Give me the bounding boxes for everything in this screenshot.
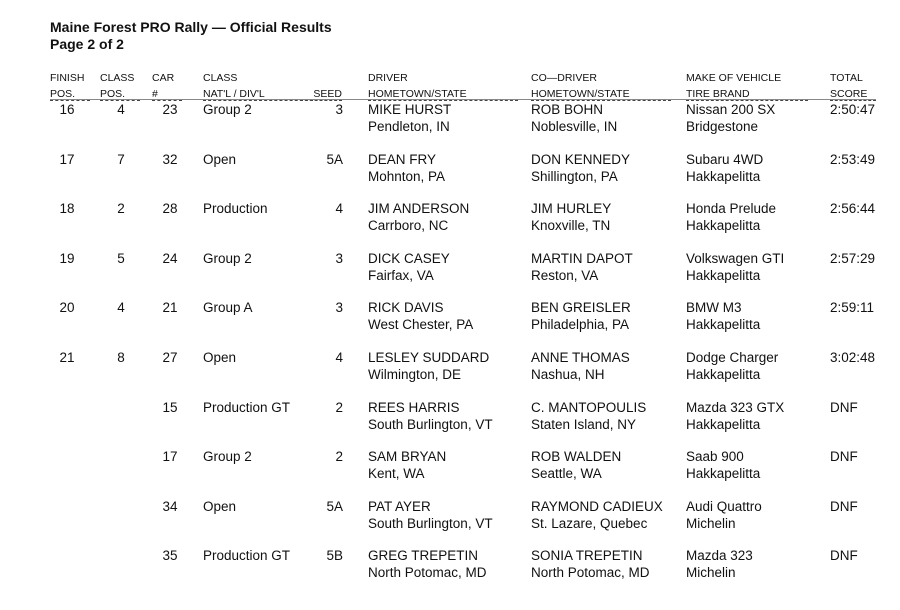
cell-tire: Michelin [686,516,736,531]
cell-score: 2:57:29 [830,251,876,266]
cell-score: 2:53:49 [830,152,876,167]
cell-driver: SAM BRYAN [368,449,447,464]
cell-vehicle: Nissan 200 SX [686,102,776,117]
cell-class: Open [203,350,237,365]
cell-seed: 5A [326,152,343,167]
cell-codriver-home: St. Lazare, Quebec [531,516,648,531]
cell-score: DNF [830,499,858,514]
cell-codriver-home: Philadelphia, PA [531,317,630,332]
cell-codriver: ANNE THOMAS [531,350,630,365]
cell-codriver: C. MANTOPOULIS [531,400,647,415]
cell-tire: Hakkapelitta [686,218,761,233]
header-seed-line2: SEED [300,88,342,101]
cell-driver: DICK CASEY [368,251,450,266]
cell-finish: 19 [59,251,75,266]
cell-seed: 3 [335,102,343,117]
cell-class-pos: 4 [117,102,125,117]
cell-driver-home: North Potomac, MD [368,565,487,580]
header-car-line2: # [152,88,182,101]
cell-seed: 5A [326,499,343,514]
cell-codriver-home: Noblesville, IN [531,119,618,134]
cell-seed: 2 [335,400,343,415]
cell-score: DNF [830,548,858,563]
cell-tire: Hakkapelitta [686,169,761,184]
cell-codriver: RAYMOND CADIEUX [531,499,663,514]
cell-driver: DEAN FRY [368,152,437,167]
cell-driver-home: Kent, WA [368,466,425,481]
header-class-pos-line2: POS. [100,88,140,101]
cell-vehicle: Audi Quattro [686,499,762,514]
cell-seed: 2 [335,449,343,464]
cell-seed: 5B [326,548,343,563]
cell-driver-home: Wilmington, DE [368,367,462,382]
cell-seed: 4 [335,350,343,365]
cell-driver: JIM ANDERSON [368,201,470,216]
cell-class: Open [203,152,237,167]
page-indicator: Page 2 of 2 [50,36,124,52]
cell-car: 24 [162,251,178,266]
cell-class-pos: 5 [117,251,125,266]
cell-car: 17 [162,449,178,464]
cell-codriver: ROB WALDEN [531,449,622,464]
cell-vehicle: Dodge Charger [686,350,779,365]
cell-driver-home: West Chester, PA [368,317,474,332]
cell-driver-home: South Burlington, VT [368,516,493,531]
header-class-line1: CLASS [203,72,238,84]
cell-score: 2:59:11 [830,300,875,315]
cell-vehicle: BMW M3 [686,300,742,315]
cell-vehicle: Mazda 323 GTX [686,400,785,415]
cell-finish: 21 [59,350,75,365]
cell-driver: GREG TREPETIN [368,548,479,563]
cell-driver-home: Carrboro, NC [368,218,449,233]
header-class-pos-line1: CLASS [100,72,135,84]
header-driver-line1: DRIVER [368,72,408,84]
cell-vehicle: Saab 900 [686,449,744,464]
header-vehicle-line1: MAKE OF VEHICLE [686,72,782,84]
cell-codriver-home: North Potomac, MD [531,565,650,580]
cell-codriver-home: Reston, VA [531,268,599,283]
cell-codriver: SONIA TREPETIN [531,548,643,563]
cell-finish: 20 [59,300,75,315]
cell-driver: RICK DAVIS [368,300,444,315]
cell-class: Group 2 [203,102,252,117]
cell-codriver: MARTIN DAPOT [531,251,633,266]
document-title: Maine Forest PRO Rally — Official Results [50,19,332,35]
cell-car: 21 [162,300,178,315]
header-driver-line2: HOMETOWN/STATE [368,88,518,101]
cell-tire: Michelin [686,565,736,580]
cell-car: 23 [162,102,178,117]
cell-driver-home: South Burlington, VT [368,417,493,432]
cell-driver: MIKE HURST [368,102,452,117]
header-divider [50,99,876,100]
cell-tire: Bridgestone [686,119,759,134]
cell-seed: 3 [335,300,343,315]
header-finish-line1: FINISH [50,72,85,84]
header-vehicle-line2: TIRE BRAND [686,88,808,101]
cell-vehicle: Volkswagen GTI [686,251,785,266]
cell-class-pos: 7 [117,152,125,167]
cell-vehicle: Mazda 323 [686,548,753,563]
cell-tire: Hakkapelitta [686,317,761,332]
cell-score: 3:02:48 [830,350,876,365]
cell-class: Production [203,201,268,216]
cell-codriver: ROB BOHN [531,102,604,117]
cell-codriver-home: Seattle, WA [531,466,602,481]
cell-car: 28 [162,201,178,216]
cell-car: 27 [162,350,178,365]
cell-driver: PAT AYER [368,499,431,514]
cell-codriver: DON KENNEDY [531,152,631,167]
header-class-line2: NAT'L / DIV'L [203,88,313,101]
cell-car: 34 [162,499,178,514]
header-score-line2: SCORE [830,88,876,101]
cell-score: DNF [830,449,858,464]
cell-driver: LESLEY SUDDARD [368,350,490,365]
cell-codriver: BEN GREISLER [531,300,631,315]
cell-tire: Hakkapelitta [686,466,761,481]
cell-seed: 4 [335,201,343,216]
cell-driver-home: Pendleton, IN [368,119,450,134]
header-car-line1: CAR [152,72,175,84]
cell-score: DNF [830,400,858,415]
cell-score: 2:50:47 [830,102,876,117]
cell-codriver-home: Nashua, NH [531,367,605,382]
cell-driver-home: Mohnton, PA [368,169,446,184]
cell-tire: Hakkapelitta [686,417,761,432]
cell-tire: Hakkapelitta [686,367,761,382]
cell-codriver-home: Knoxville, TN [531,218,611,233]
cell-class: Group 2 [203,449,252,464]
cell-tire: Hakkapelitta [686,268,761,283]
header-score-line1: TOTAL [830,72,863,84]
cell-finish: 16 [59,102,75,117]
cell-car: 35 [162,548,178,563]
cell-car: 15 [162,400,178,415]
cell-codriver-home: Staten Island, NY [531,417,637,432]
cell-finish: 17 [59,152,75,167]
cell-vehicle: Subaru 4WD [686,152,764,167]
cell-seed: 3 [335,251,343,266]
cell-class: Open [203,499,237,514]
header-finish-line2: POS. [50,88,90,101]
cell-class-pos: 4 [117,300,125,315]
cell-codriver-home: Shillington, PA [531,169,618,184]
cell-driver: REES HARRIS [368,400,460,415]
cell-finish: 18 [59,201,75,216]
cell-class: Production GT [203,548,291,563]
header-codriver-line1: CO—DRIVER [531,72,597,84]
cell-car: 32 [162,152,178,167]
cell-driver-home: Fairfax, VA [368,268,434,283]
cell-codriver: JIM HURLEY [531,201,612,216]
cell-class-pos: 2 [117,201,125,216]
cell-class: Group 2 [203,251,252,266]
cell-class-pos: 8 [117,350,125,365]
header-codriver-line2: HOMETOWN/STATE [531,88,671,101]
cell-class: Group A [203,300,253,315]
cell-score: 2:56:44 [830,201,876,216]
cell-class: Production GT [203,400,291,415]
cell-vehicle: Honda Prelude [686,201,777,216]
